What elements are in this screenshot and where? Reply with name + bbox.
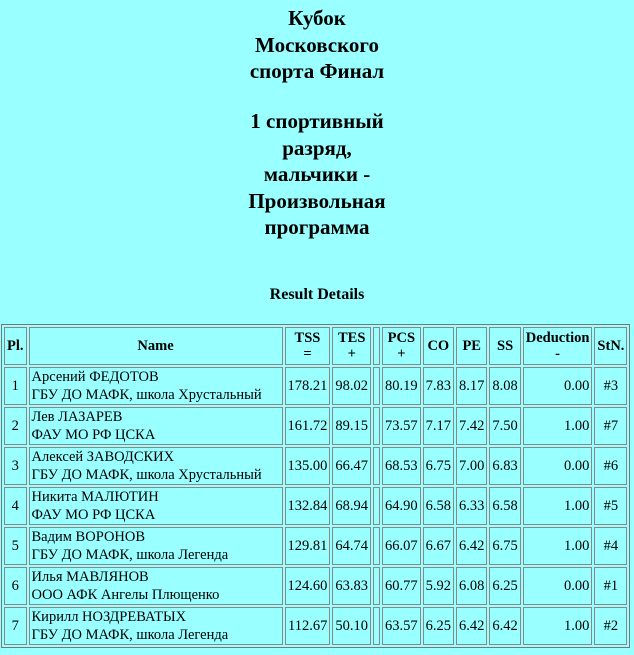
tss-cell: 132.84 bbox=[285, 487, 331, 525]
name-cell bbox=[29, 567, 283, 605]
tss-cell: 124.60 bbox=[285, 567, 331, 605]
place-cell: 5 bbox=[4, 527, 27, 565]
pe-cell: 8.17 bbox=[456, 367, 487, 405]
start-number-cell: #7 bbox=[594, 407, 627, 445]
separator-cell bbox=[373, 567, 380, 605]
pe-cell: 6.42 bbox=[456, 607, 487, 645]
tes-cell: 63.83 bbox=[332, 567, 371, 605]
co-cell: 6.75 bbox=[423, 447, 454, 485]
pe-cell: 7.00 bbox=[456, 447, 487, 485]
col-tss-header bbox=[285, 327, 331, 365]
ss-cell: 6.75 bbox=[489, 527, 520, 565]
separator-cell bbox=[373, 407, 380, 445]
start-number-cell: #1 bbox=[594, 567, 627, 605]
ss-cell: 6.25 bbox=[489, 567, 520, 605]
pcs-label: PCS bbox=[387, 330, 416, 346]
deduction-cell: 0.00 bbox=[523, 447, 593, 485]
skater-club: ГБУ ДО МАФК, школа Легенда bbox=[31, 547, 229, 563]
tes-cell: 89.15 bbox=[332, 407, 371, 445]
start-number-cell: #5 bbox=[594, 487, 627, 525]
pe-cell: 6.08 bbox=[456, 567, 487, 605]
pcs-symbol: + bbox=[397, 346, 406, 362]
place-cell: 2 bbox=[4, 407, 27, 445]
skater-club: ГБУ ДО МАФК, школа Легенда bbox=[31, 627, 229, 643]
skater-name: Кирилл НОЗДРЕВАТЫХ bbox=[31, 609, 187, 625]
skater-club: ФАУ МО РФ ЦСКА bbox=[31, 427, 156, 443]
start-number-cell: #3 bbox=[594, 367, 627, 405]
pcs-cell: 73.57 bbox=[382, 407, 421, 445]
tss-label: TSS bbox=[294, 330, 321, 346]
table-row bbox=[4, 567, 627, 605]
separator-cell bbox=[373, 487, 380, 525]
skater-name: Никита МАЛЮТИН bbox=[31, 489, 159, 505]
name-cell bbox=[29, 607, 283, 645]
pcs-cell: 64.90 bbox=[382, 487, 421, 525]
tss-cell: 112.67 bbox=[285, 607, 331, 645]
tss-cell: 161.72 bbox=[285, 407, 331, 445]
skater-name: Лев ЛАЗАРЕВ bbox=[31, 409, 123, 425]
col-pcs-header bbox=[382, 327, 421, 365]
deduction-symbol: - bbox=[555, 346, 561, 362]
table-row bbox=[4, 527, 627, 565]
start-number-cell: #6 bbox=[594, 447, 627, 485]
place-cell: 3 bbox=[4, 447, 27, 485]
tes-cell: 50.10 bbox=[332, 607, 371, 645]
tss-cell: 135.00 bbox=[285, 447, 331, 485]
name-cell bbox=[29, 527, 283, 565]
category-line: 1 спортивный bbox=[250, 109, 384, 133]
separator-cell bbox=[373, 527, 380, 565]
pe-cell: 7.42 bbox=[456, 407, 487, 445]
tes-cell: 98.02 bbox=[332, 367, 371, 405]
co-cell: 5.92 bbox=[423, 567, 454, 605]
skater-name: Вадим ВОРОНОВ bbox=[31, 529, 146, 545]
start-number-cell: #2 bbox=[594, 607, 627, 645]
separator-cell bbox=[373, 607, 380, 645]
table-header-row bbox=[4, 327, 627, 365]
competition-title bbox=[200, 5, 434, 85]
skater-club: ГБУ ДО МАФК, школа Хрустальный bbox=[31, 387, 262, 403]
skater-club: ГБУ ДО МАФК, школа Хрустальный bbox=[31, 467, 262, 483]
deduction-cell: 0.00 bbox=[523, 367, 593, 405]
col-start-number-header: StN. bbox=[594, 327, 627, 365]
skater-name: Илья МАВЛЯНОВ bbox=[31, 569, 149, 585]
pe-cell: 6.33 bbox=[456, 487, 487, 525]
ss-cell: 7.50 bbox=[489, 407, 520, 445]
col-ss-header: SS bbox=[489, 327, 520, 365]
ss-cell: 6.58 bbox=[489, 487, 520, 525]
co-cell: 6.67 bbox=[423, 527, 454, 565]
category-line: Произвольная bbox=[248, 188, 386, 213]
pe-cell: 6.42 bbox=[456, 527, 487, 565]
category-line: программа bbox=[264, 215, 370, 239]
deduction-cell: 1.00 bbox=[523, 607, 593, 645]
result-details-heading: Result Details bbox=[269, 286, 365, 303]
start-number-cell: #4 bbox=[594, 527, 627, 565]
tss-cell: 178.21 bbox=[285, 367, 331, 405]
ss-cell: 6.42 bbox=[489, 607, 520, 645]
results-table bbox=[1, 324, 630, 648]
separator-column bbox=[373, 327, 380, 365]
title-line: Кубок bbox=[288, 6, 346, 30]
pcs-cell: 63.57 bbox=[382, 607, 421, 645]
co-cell: 7.83 bbox=[423, 367, 454, 405]
table-row bbox=[4, 367, 627, 405]
tes-symbol: + bbox=[347, 346, 356, 362]
pcs-cell: 80.19 bbox=[382, 367, 421, 405]
tes-label: TES bbox=[337, 330, 366, 346]
col-tes-header bbox=[332, 327, 371, 365]
tes-cell: 64.74 bbox=[332, 527, 371, 565]
pcs-cell: 60.77 bbox=[382, 567, 421, 605]
tes-cell: 66.47 bbox=[332, 447, 371, 485]
col-deduction-header bbox=[523, 327, 593, 365]
name-cell bbox=[29, 447, 283, 485]
deduction-label: Deduction bbox=[525, 330, 590, 346]
name-cell bbox=[29, 367, 283, 405]
co-cell: 6.25 bbox=[423, 607, 454, 645]
ss-cell: 8.08 bbox=[489, 367, 520, 405]
deduction-cell: 1.00 bbox=[523, 407, 593, 445]
place-cell: 4 bbox=[4, 487, 27, 525]
ss-cell: 6.83 bbox=[489, 447, 520, 485]
col-co-header: CO bbox=[423, 327, 454, 365]
category-title bbox=[200, 108, 434, 241]
table-row bbox=[4, 447, 627, 485]
col-pe-header: PE bbox=[456, 327, 487, 365]
category-line: разряд, bbox=[282, 135, 352, 160]
col-place-header: Pl. bbox=[4, 327, 27, 365]
table-row bbox=[4, 487, 627, 525]
skater-club: ООО АФК Ангелы Плющенко bbox=[31, 587, 220, 603]
table-row bbox=[4, 407, 627, 445]
category-line: мальчики - bbox=[263, 162, 371, 186]
tes-cell: 68.94 bbox=[332, 487, 371, 525]
separator-cell bbox=[373, 367, 380, 405]
deduction-cell: 1.00 bbox=[523, 487, 593, 525]
separator-cell bbox=[373, 447, 380, 485]
deduction-cell: 0.00 bbox=[523, 567, 593, 605]
pcs-cell: 66.07 bbox=[382, 527, 421, 565]
name-cell bbox=[29, 487, 283, 525]
co-cell: 7.17 bbox=[423, 407, 454, 445]
table-row bbox=[4, 607, 627, 645]
title-line: Московского bbox=[255, 32, 379, 57]
place-cell: 6 bbox=[4, 567, 27, 605]
col-name-header: Name bbox=[29, 327, 283, 365]
skater-name: Арсений ФЕДОТОВ bbox=[31, 369, 159, 385]
tss-cell: 129.81 bbox=[285, 527, 331, 565]
skater-name: Алексей ЗАВОДСКИХ bbox=[31, 449, 175, 465]
place-cell: 1 bbox=[4, 367, 27, 405]
title-line: спорта Финал bbox=[249, 59, 385, 83]
deduction-cell: 1.00 bbox=[523, 527, 593, 565]
pcs-cell: 68.53 bbox=[382, 447, 421, 485]
tss-symbol: = bbox=[303, 346, 312, 362]
name-cell bbox=[29, 407, 283, 445]
place-cell: 7 bbox=[4, 607, 27, 645]
co-cell: 6.58 bbox=[423, 487, 454, 525]
skater-club: ФАУ МО РФ ЦСКА bbox=[31, 507, 156, 523]
